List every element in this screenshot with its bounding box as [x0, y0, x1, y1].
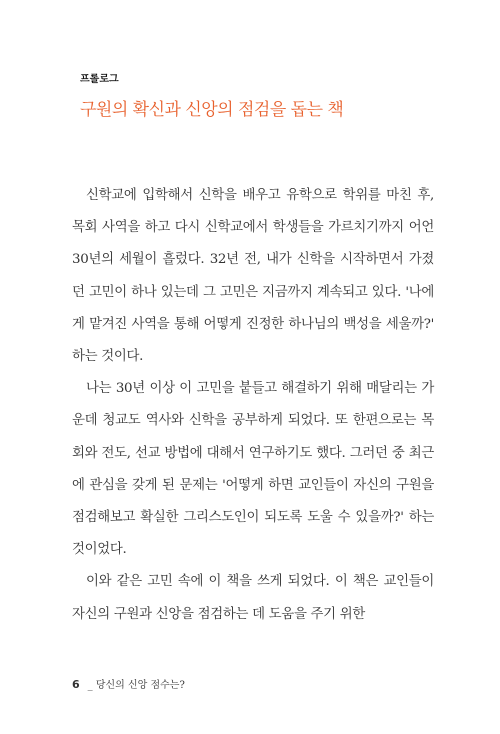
- page-footer: [72, 676, 185, 691]
- section-label: 프롤로그: [80, 74, 119, 85]
- chapter-title: 구원의 확신과 신앙의 점검을 돕는 책: [80, 100, 344, 120]
- paragraph-1: 신학교에 입학해서 신학을 배우고 유학으로 학위를 마친 후, 목회 사역을 하고 다시 신학교에서 학생들을 가르치기까지 어언 30년의 세월이 흘렀다. 32년 전, 내가 신학을 시작하면서 가졌던 고민이 하나 있는데 그 고민은 지금까지 계속되고 있다. '나에게 맡겨진 사역을 통해 어떻게 진정한 하나님의 백성을 세울까?' 하는 것이다.: [72, 188, 434, 365]
- paragraph-2: 나는 30년 이상 이 고민을 붙들고 해결하기 위해 매달리는 가운데 청교도 역사와 신학을 공부하게 되었다. 또 한편으로는 목회와 전도, 선교 방법에 대해서 연구하기도 했다. 그러던 중 최근에 관심을 갖게 된 문제는 '어떻게 하면 교인들이 자신의 구원을 점검해보고 확실한 그리스도인이 되도록 도울 수 있을까?' 하는 것이었다.: [72, 381, 434, 558]
- page-number: 6: [72, 678, 80, 691]
- paragraph-3: 이와 같은 고민 속에 이 책을 쓰게 되었다. 이 책은 교인들이 자신의 구원과 신앙을 점검하는 데 도움을 주기 위한: [72, 574, 434, 622]
- body-text: [72, 180, 434, 631]
- running-title: _ 당신의 신앙 점수는?: [87, 680, 185, 691]
